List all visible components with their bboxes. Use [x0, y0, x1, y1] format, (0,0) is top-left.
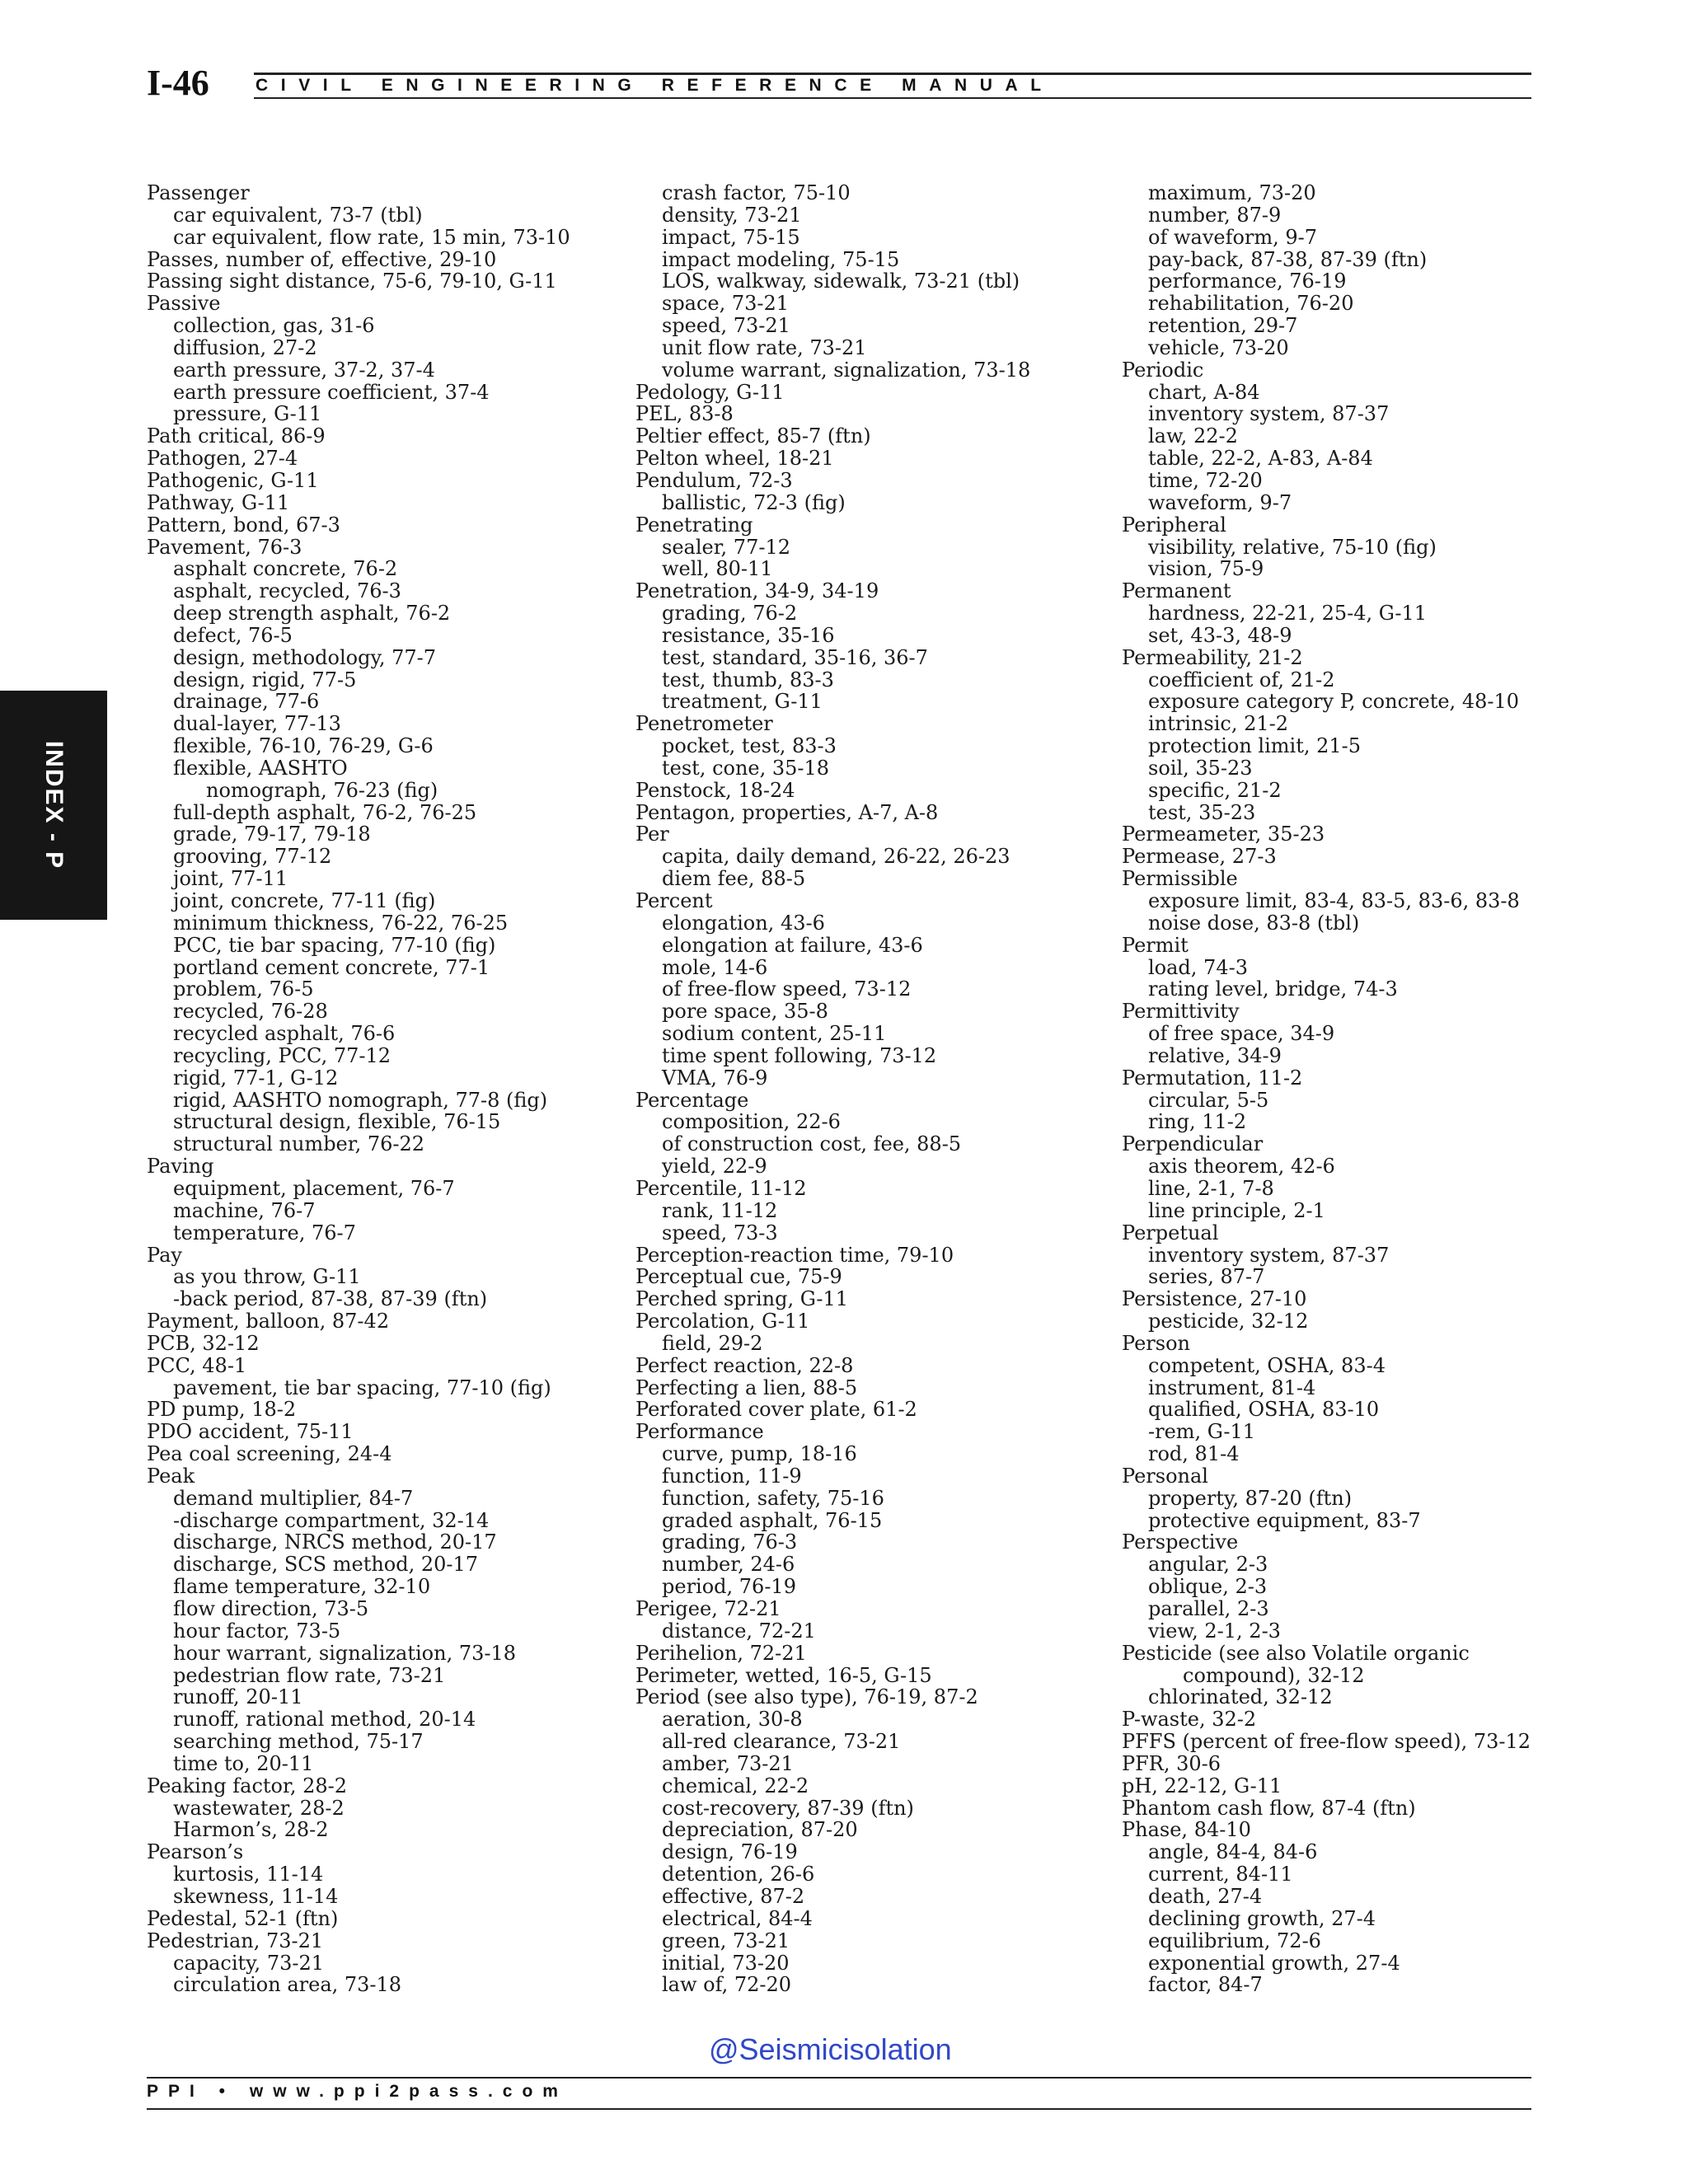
index-subentry: flame temperature, 32-10: [173, 1575, 431, 1599]
index-entry: Pattern, bond, 67-3: [147, 513, 340, 537]
index-entry: Pendulum, 72-3: [635, 468, 793, 492]
index-subentry: design, rigid, 77-5: [173, 668, 357, 691]
publisher-website: PPI • www.ppi2pass.com: [147, 2082, 568, 2101]
index-subentry: field, 29-2: [662, 1331, 763, 1355]
index-subentry: machine, 76-7: [173, 1198, 316, 1222]
index-subentry: depreciation, 87-20: [662, 1818, 858, 1842]
index-subentry: ballistic, 72-3 (fig): [662, 490, 846, 514]
index-subentry: collection, gas, 31-6: [173, 314, 375, 338]
index-subentry: LOS, walkway, sidewalk, 73-21 (tbl): [662, 269, 1020, 293]
index-subentry: skewness, 11-14: [173, 1884, 339, 1908]
index-subentry: declining growth, 27-4: [1148, 1906, 1376, 1930]
index-subentry: drainage, 77-6: [173, 690, 320, 714]
index-entry: Passenger: [147, 181, 250, 204]
index-subentry: rigid, 77-1, G-12: [173, 1066, 339, 1090]
index-subentry: flexible, AASHTO: [173, 756, 348, 780]
index-entry: Perfecting a lien, 88-5: [635, 1376, 858, 1399]
index-subentry: crash factor, 75-10: [662, 181, 851, 204]
index-subentry: electrical, 84-4: [662, 1906, 813, 1930]
index-entry: Persistence, 27-10: [1122, 1287, 1307, 1311]
index-subentry: of waveform, 9-7: [1148, 225, 1318, 249]
index-subentry: of construction cost, fee, 88-5: [662, 1132, 962, 1156]
index-subentry: curve, pump, 18-16: [662, 1442, 857, 1466]
index-entry: Permit: [1122, 933, 1189, 957]
index-entry: Perceptual cue, 75-9: [635, 1265, 842, 1289]
index-subentry: portland cement concrete, 77-1: [173, 955, 490, 979]
index-subentry: angle, 84-4, 84-6: [1148, 1840, 1318, 1864]
index-subentry: circulation area, 73-18: [173, 1973, 402, 1997]
index-subentry: yield, 22-9: [662, 1155, 767, 1179]
index-entry: Payment, balloon, 87-42: [147, 1310, 390, 1333]
index-subentry: time, 72-20: [1148, 468, 1263, 492]
index-subentry: chart, A-84: [1148, 380, 1260, 404]
index-subentry: amber, 73-21: [662, 1751, 794, 1775]
index-subentry: pressure, G-11: [173, 402, 322, 426]
index-subentry: oblique, 2-3: [1148, 1575, 1268, 1599]
index-subentry: VMA, 76-9: [662, 1066, 768, 1090]
index-subentry: distance, 72-21: [662, 1619, 816, 1643]
index-entry: Pearson’s: [147, 1840, 244, 1864]
index-entry: Peaking factor, 28-2: [147, 1774, 347, 1797]
index-subentry: line, 2-1, 7-8: [1148, 1176, 1274, 1200]
index-subentry: protection limit, 21-5: [1148, 734, 1362, 758]
index-subentry: structural design, flexible, 76-15: [173, 1110, 501, 1134]
index-entry: Permease, 27-3: [1122, 845, 1277, 869]
index-entry: Pesticide (see also Volatile organic: [1122, 1641, 1470, 1665]
index-subentry: deep strength asphalt, 76-2: [173, 602, 451, 626]
index-subentry: composition, 22-6: [662, 1110, 841, 1134]
index-side-tab: [0, 691, 107, 920]
index-subentry: factor, 84-7: [1148, 1973, 1263, 1997]
index-subentry: retention, 29-7: [1148, 314, 1298, 338]
index-subentry: exposure category P, concrete, 48-10: [1148, 690, 1519, 714]
index-entry: Pay: [147, 1243, 182, 1267]
index-subentry: discharge, NRCS method, 20-17: [173, 1530, 497, 1554]
index-entry: Perfect reaction, 22-8: [635, 1353, 854, 1377]
index-entry: Period (see also type), 76-19, 87-2: [635, 1685, 978, 1709]
index-subentry: as you throw, G-11: [173, 1265, 361, 1289]
page-number: I-46: [147, 63, 209, 103]
index-subentry: treatment, G-11: [662, 690, 823, 714]
index-subentry: runoff, rational method, 20-14: [173, 1708, 476, 1732]
index-subentry: flexible, 76-10, 76-29, G-6: [173, 734, 434, 758]
index-entry: Pelton wheel, 18-21: [635, 447, 834, 471]
index-subentry: structural number, 76-22: [173, 1132, 425, 1156]
index-subentry: density, 73-21: [662, 203, 802, 227]
index-subentry: ring, 11-2: [1148, 1110, 1247, 1134]
index-subentry: series, 87-7: [1148, 1265, 1265, 1289]
index-subentry: nomograph, 76-23 (fig): [206, 778, 438, 802]
index-subentry: function, 11-9: [662, 1464, 802, 1488]
index-subentry: protective equipment, 83-7: [1148, 1508, 1421, 1532]
index-subentry: pavement, tie bar spacing, 77-10 (fig): [173, 1376, 551, 1399]
index-entry: Perpetual: [1122, 1221, 1219, 1244]
index-subentry: discharge, SCS method, 20-17: [173, 1553, 479, 1577]
index-entry: Permittivity: [1122, 1000, 1240, 1024]
index-subentry: vision, 75-9: [1148, 557, 1264, 581]
index-entry: Permanent: [1122, 579, 1231, 603]
index-subentry: time to, 20-11: [173, 1751, 314, 1775]
index-entry: Pedestrian, 73-21: [147, 1929, 324, 1952]
index-subentry: earth pressure coefficient, 37-4: [173, 380, 490, 404]
index-subentry: law, 22-2: [1148, 424, 1238, 448]
index-entry: pH, 22-12, G-11: [1122, 1774, 1282, 1797]
index-subentry: resistance, 35-16: [662, 623, 835, 647]
index-subentry: rod, 81-4: [1148, 1442, 1240, 1466]
index-entry: PCC, 48-1: [147, 1353, 247, 1377]
index-column-3: [1122, 182, 1534, 1996]
index-entry: Person: [1122, 1331, 1190, 1355]
index-subentry: hour factor, 73-5: [173, 1619, 341, 1643]
index-subentry: specific, 21-2: [1148, 778, 1282, 802]
index-subentry: of free space, 34-9: [1148, 1022, 1335, 1046]
index-subentry: test, thumb, 83-3: [662, 668, 834, 691]
index-entry: Permutation, 11-2: [1122, 1066, 1303, 1090]
index-subentry: test, cone, 35-18: [662, 756, 830, 780]
index-entry: Percolation, G-11: [635, 1310, 810, 1333]
index-subentry: inventory system, 87-37: [1148, 402, 1390, 426]
index-subentry: volume warrant, signalization, 73-18: [662, 358, 1031, 382]
index-subentry: hour warrant, signalization, 73-18: [173, 1641, 517, 1665]
index-subentry: set, 43-3, 48-9: [1148, 623, 1292, 647]
index-subentry: design, 76-19: [662, 1840, 798, 1864]
index-entry: PDO accident, 75-11: [147, 1420, 354, 1444]
index-subentry: aeration, 30-8: [662, 1708, 803, 1732]
index-subentry: test, 35-23: [1148, 800, 1256, 824]
index-entry: Penetrating: [635, 513, 753, 537]
index-entry: Performance: [635, 1420, 764, 1444]
index-subentry: speed, 73-21: [662, 314, 790, 338]
index-entry: Paving: [147, 1155, 214, 1179]
index-subentry: runoff, 20-11: [173, 1685, 303, 1709]
index-subentry: asphalt concrete, 76-2: [173, 557, 398, 581]
index-entry: Personal: [1122, 1464, 1208, 1488]
index-subentry: axis theorem, 42-6: [1148, 1155, 1335, 1179]
index-subentry: rehabilitation, 76-20: [1148, 292, 1354, 316]
index-subentry: grading, 76-3: [662, 1530, 798, 1554]
page-footer: [147, 2077, 1531, 2110]
index-subentry: chlorinated, 32-12: [1148, 1685, 1333, 1709]
index-entry: Penstock, 18-24: [635, 778, 795, 802]
index-entry: Perched spring, G-11: [635, 1287, 849, 1311]
index-subentry: noise dose, 83-8 (tbl): [1148, 911, 1360, 935]
index-entry: Percentile, 11-12: [635, 1176, 807, 1200]
index-subentry: vehicle, 73-20: [1148, 335, 1289, 359]
index-subentry: sealer, 77-12: [662, 535, 790, 559]
index-column-1: [147, 182, 633, 1996]
index-subentry: wastewater, 28-2: [173, 1796, 345, 1820]
index-subentry: defect, 76-5: [173, 623, 293, 647]
index-subentry: capacity, 73-21: [173, 1951, 324, 1975]
index-entry: Passing sight distance, 75-6, 79-10, G-11: [147, 269, 557, 293]
index-subentry: number, 24-6: [662, 1553, 795, 1577]
index-entry: Pavement, 76-3: [147, 535, 302, 559]
index-subentry: all-red clearance, 73-21: [662, 1730, 901, 1754]
index-subentry: searching method, 75-17: [173, 1730, 424, 1754]
index-subentry: sodium content, 25-11: [662, 1022, 887, 1046]
index-subentry: initial, 73-20: [662, 1951, 790, 1975]
index-subentry: unit flow rate, 73-21: [662, 335, 867, 359]
index-subentry: mole, 14-6: [662, 955, 768, 979]
index-subentry: time spent following, 73-12: [662, 1043, 937, 1067]
index-subentry: compound), 32-12: [1183, 1663, 1365, 1687]
index-entry: Perception-reaction time, 79-10: [635, 1243, 954, 1267]
index-subentry: of free-flow speed, 73-12: [662, 977, 912, 1001]
index-entry: Pathway, G-11: [147, 490, 290, 514]
index-entry: Pedestal, 52-1 (ftn): [147, 1906, 339, 1930]
footer-rule: [147, 2077, 1531, 2079]
index-subentry: current, 84-11: [1148, 1863, 1293, 1886]
footer-rule-lower: [147, 2108, 1531, 2110]
index-entry: Penetrometer: [635, 712, 773, 736]
index-subentry: period, 76-19: [662, 1575, 796, 1599]
index-entry: Pea coal screening, 24-4: [147, 1442, 392, 1466]
index-entry: Path critical, 86-9: [147, 424, 326, 448]
index-subentry: elongation, 43-6: [662, 911, 825, 935]
index-subentry: table, 22-2, A-83, A-84: [1148, 447, 1373, 471]
index-subentry: competent, OSHA, 83-4: [1148, 1353, 1386, 1377]
index-entry: Penetration, 34-9, 34-19: [635, 579, 879, 603]
index-subentry: car equivalent, flow rate, 15 min, 73-10: [173, 225, 570, 249]
index-entry: Passive: [147, 292, 221, 316]
index-subentry: number, 87-9: [1148, 203, 1282, 227]
index-subentry: death, 27-4: [1148, 1884, 1263, 1908]
index-subentry: load, 74-3: [1148, 955, 1248, 979]
index-entry: Passes, number of, effective, 29-10: [147, 247, 497, 271]
index-subentry: -back period, 87-38, 87-39 (ftn): [173, 1287, 488, 1311]
header-rule-lower: [254, 97, 1531, 99]
index-entry: Perforated cover plate, 61-2: [635, 1398, 917, 1422]
index-subentry: grade, 79-17, 79-18: [173, 823, 371, 846]
index-entry: Permeability, 21-2: [1122, 645, 1303, 669]
header-rule: [254, 73, 1531, 75]
index-subentry: property, 87-20 (ftn): [1148, 1486, 1353, 1510]
index-subentry: graded asphalt, 76-15: [662, 1508, 883, 1532]
index-subentry: grading, 76-2: [662, 602, 798, 626]
index-subentry: PCC, tie bar spacing, 77-10 (fig): [173, 933, 496, 957]
index-subentry: law of, 72-20: [662, 1973, 792, 1997]
index-subentry: -discharge compartment, 32-14: [173, 1508, 490, 1532]
index-subentry: circular, 5-5: [1148, 1088, 1269, 1112]
index-subentry: instrument, 81-4: [1148, 1376, 1316, 1399]
index-subentry: design, methodology, 77-7: [173, 645, 436, 669]
index-subentry: asphalt, recycled, 76-3: [173, 579, 401, 603]
index-subentry: detention, 26-6: [662, 1863, 815, 1886]
index-column-2: [635, 182, 1114, 1996]
index-subentry: rank, 11-12: [662, 1198, 778, 1222]
index-entry: Perpendicular: [1122, 1132, 1264, 1156]
index-subentry: exposure limit, 83-4, 83-5, 83-6, 83-8: [1148, 889, 1520, 912]
index-subentry: intrinsic, 21-2: [1148, 712, 1288, 736]
index-subentry: green, 73-21: [662, 1929, 790, 1952]
index-subentry: pore space, 35-8: [662, 1000, 828, 1024]
index-subentry: soil, 35-23: [1148, 756, 1253, 780]
index-subentry: capita, daily demand, 26-22, 26-23: [662, 845, 1010, 869]
index-subentry: Harmon’s, 28-2: [173, 1818, 329, 1842]
index-subentry: grooving, 77-12: [173, 845, 332, 869]
index-subentry: equipment, placement, 76-7: [173, 1176, 455, 1200]
index-entry: Pedology, G-11: [635, 380, 785, 404]
index-subentry: view, 2-1, 2-3: [1148, 1619, 1281, 1643]
index-subentry: pesticide, 32-12: [1148, 1310, 1309, 1333]
index-subentry: recycled asphalt, 76-6: [173, 1022, 396, 1046]
index-entry: Perigee, 72-21: [635, 1597, 781, 1620]
index-entry: PFR, 30-6: [1122, 1751, 1221, 1775]
index-entry: PFFS (percent of free-flow speed), 73-12: [1122, 1730, 1531, 1754]
page-header: [147, 64, 1531, 102]
index-subentry: qualified, OSHA, 83-10: [1148, 1398, 1380, 1422]
index-subentry: flow direction, 73-5: [173, 1597, 369, 1620]
index-subentry: dual-layer, 77-13: [173, 712, 341, 736]
index-subentry: space, 73-21: [662, 292, 790, 316]
index-subentry: elongation at failure, 43-6: [662, 933, 923, 957]
running-title: CIVIL ENGINEERING REFERENCE MANUAL: [256, 76, 1054, 95]
index-subentry: performance, 76-19: [1148, 269, 1347, 293]
index-entry: Perimeter, wetted, 16-5, G-15: [635, 1663, 932, 1687]
index-entry: Phase, 84-10: [1122, 1818, 1251, 1842]
index-subentry: function, safety, 75-16: [662, 1486, 884, 1510]
index-entry: Peak: [147, 1464, 195, 1488]
index-entry: Percent: [635, 889, 713, 912]
index-subentry: angular, 2-3: [1148, 1553, 1268, 1577]
index-subentry: rating level, bridge, 74-3: [1148, 977, 1398, 1001]
index-subentry: relative, 34-9: [1148, 1043, 1282, 1067]
index-entry: Percentage: [635, 1088, 749, 1112]
index-subentry: cost-recovery, 87-39 (ftn): [662, 1796, 914, 1820]
index-subentry: rigid, AASHTO nomograph, 77-8 (fig): [173, 1088, 548, 1112]
index-subentry: pedestrian flow rate, 73-21: [173, 1663, 446, 1687]
index-entry: PEL, 83-8: [635, 402, 734, 426]
index-subentry: demand multiplier, 84-7: [173, 1486, 414, 1510]
index-subentry: joint, 77-11: [173, 867, 288, 891]
index-subentry: joint, concrete, 77-11 (fig): [173, 889, 436, 912]
index-entry: Pathogenic, G-11: [147, 468, 319, 492]
index-subentry: impact, 75-15: [662, 225, 800, 249]
index-entry: P-waste, 32-2: [1122, 1708, 1257, 1732]
index-subentry: diffusion, 27-2: [173, 335, 317, 359]
watermark: @Seismicisolation: [709, 2032, 952, 2066]
index-subentry: inventory system, 87-37: [1148, 1243, 1390, 1267]
index-entry: Peripheral: [1122, 513, 1226, 537]
index-entry: Permeameter, 35-23: [1122, 823, 1325, 846]
index-subentry: problem, 76-5: [173, 977, 314, 1001]
index-subentry: coefficient of, 21-2: [1148, 668, 1335, 691]
index-subentry: temperature, 76-7: [173, 1221, 356, 1244]
index-entry: Perihelion, 72-21: [635, 1641, 807, 1665]
index-subentry: earth pressure, 37-2, 37-4: [173, 358, 435, 382]
index-entry: Perspective: [1122, 1530, 1239, 1554]
index-subentry: chemical, 22-2: [662, 1774, 809, 1797]
index-subentry: maximum, 73-20: [1148, 181, 1316, 204]
index-subentry: impact modeling, 75-15: [662, 247, 900, 271]
index-subentry: minimum thickness, 76-22, 76-25: [173, 911, 509, 935]
index-subentry: equilibrium, 72-6: [1148, 1929, 1321, 1952]
index-entry: Per: [635, 823, 669, 846]
index-subentry: parallel, 2-3: [1148, 1597, 1269, 1620]
index-entry: Peltier effect, 85-7 (ftn): [635, 424, 871, 448]
index-subentry: visibility, relative, 75-10 (fig): [1148, 535, 1437, 559]
index-subentry: -rem, G-11: [1148, 1420, 1256, 1444]
index-side-tab-label: INDEX - P: [40, 740, 68, 870]
index-subentry: recycled, 76-28: [173, 1000, 328, 1024]
index-subentry: exponential growth, 27-4: [1148, 1951, 1400, 1975]
index-subentry: effective, 87-2: [662, 1884, 805, 1908]
index-subentry: recycling, PCC, 77-12: [173, 1043, 392, 1067]
index-entry: PCB, 32-12: [147, 1331, 260, 1355]
index-subentry: pocket, test, 83-3: [662, 734, 837, 758]
index-subentry: diem fee, 88-5: [662, 867, 806, 891]
index-entry: Pentagon, properties, A-7, A-8: [635, 800, 939, 824]
index-entry: Phantom cash flow, 87-4 (ftn): [1122, 1796, 1416, 1820]
index-subentry: line principle, 2-1: [1148, 1198, 1325, 1222]
index-subentry: well, 80-11: [662, 557, 773, 581]
index-subentry: full-depth asphalt, 76-2, 76-25: [173, 800, 477, 824]
index-entry: Pathogen, 27-4: [147, 447, 298, 471]
index-subentry: kurtosis, 11-14: [173, 1863, 324, 1886]
index-subentry: test, standard, 35-16, 36-7: [662, 645, 928, 669]
index-entry: PD pump, 18-2: [147, 1398, 297, 1422]
index-entry: Periodic: [1122, 358, 1204, 382]
index-subentry: waveform, 9-7: [1148, 490, 1292, 514]
index-subentry: pay-back, 87-38, 87-39 (ftn): [1148, 247, 1428, 271]
index-subentry: car equivalent, 73-7 (tbl): [173, 203, 423, 227]
index-entry: Permissible: [1122, 867, 1238, 891]
index-subentry: hardness, 22-21, 25-4, G-11: [1148, 602, 1428, 626]
index-subentry: speed, 73-3: [662, 1221, 778, 1244]
